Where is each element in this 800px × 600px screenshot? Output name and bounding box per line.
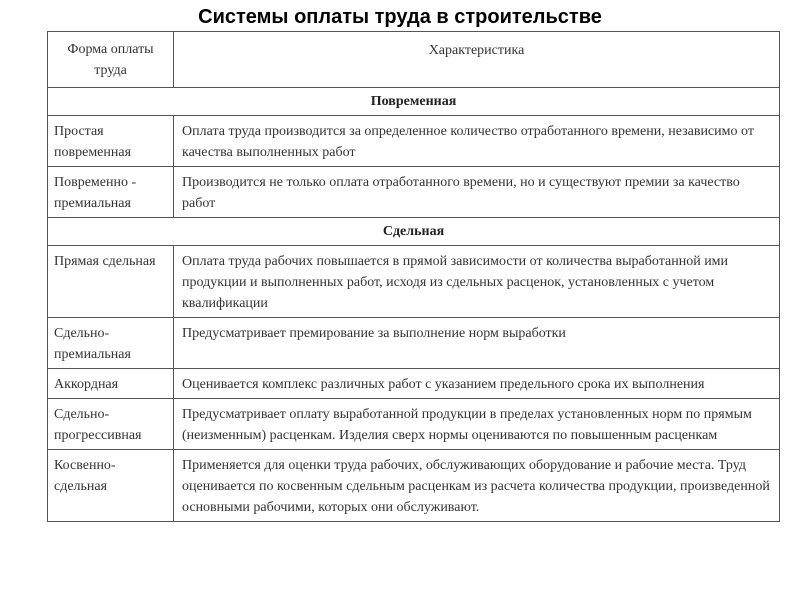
section-title: Повременная <box>48 88 780 116</box>
section-row-piece-rate <box>48 218 780 246</box>
form-cell: Сдельно-премиальная <box>48 318 174 369</box>
description-cell: Предусматривает премирование за выполнение норм выработки <box>174 318 780 369</box>
table-row <box>48 318 780 369</box>
form-cell: Косвенно-сдельная <box>48 450 174 522</box>
description-cell: Оплата труда производится за определенное количество отработанного времени, независимо от качества выполненных работ <box>174 116 780 167</box>
description-cell: Применяется для оценки труда рабочих, обслуживающих оборудование и рабочие места. Труд оценивается по косвенным сдельным расценкам из расчета количества продукции, произведенной основными рабочими, которых они обслуживают. <box>174 450 780 522</box>
section-title: Сдельная <box>48 218 780 246</box>
table-row <box>48 399 780 450</box>
table-row <box>48 116 780 167</box>
table-row <box>48 369 780 399</box>
header-form: Форма оплаты труда <box>48 32 174 88</box>
form-cell: Простая повременная <box>48 116 174 167</box>
form-cell: Прямая сдельная <box>48 246 174 318</box>
section-row-time-based <box>48 88 780 116</box>
table-header-row <box>48 32 780 88</box>
form-cell: Повременно - премиальная <box>48 167 174 218</box>
table-row <box>48 246 780 318</box>
header-description: Характеристика <box>174 32 780 88</box>
table-row <box>48 167 780 218</box>
pay-systems-table <box>47 31 780 522</box>
page-title: Системы оплаты труда в строительстве <box>198 6 602 28</box>
description-cell: Оценивается комплекс различных работ с указанием предельного срока их выполнения <box>174 369 780 399</box>
description-cell: Оплата труда рабочих повышается в прямой зависимости от количества выработанной ими продукции и выполненных работ, исходя из сдельных расценок, установленных с учетом квалификации <box>174 246 780 318</box>
description-cell: Производится не только оплата отработанного времени, но и существуют премии за качество работ <box>174 167 780 218</box>
description-cell: Предусматривает оплату выработанной продукции в пределах установленных норм по прямым (неизменным) расценкам. Изделия сверх нормы оцениваются по повышенным расценкам <box>174 399 780 450</box>
table-row <box>48 450 780 522</box>
form-cell: Аккордная <box>48 369 174 399</box>
form-cell: Сдельно-прогрессивная <box>48 399 174 450</box>
